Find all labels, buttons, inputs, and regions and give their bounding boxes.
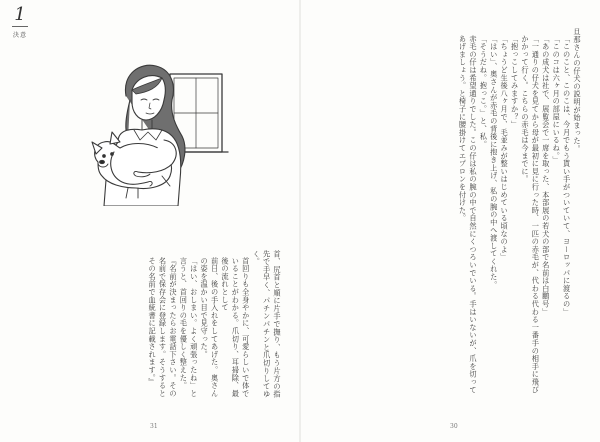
paragraph: 旦那さんの仔犬の説明が始まった。 bbox=[573, 28, 582, 153]
paragraph: 「はい、おしまい。よく頑張ったね」と言うと、首回りの毛を優しく整えた。 bbox=[179, 257, 199, 398]
paragraph: 「このこと、このこは、今月でもう貰い手がついていて、ヨーロッパに渡るの」 bbox=[562, 35, 572, 316]
page-number: 30 bbox=[450, 423, 458, 430]
paragraph: 赤毛の仔は希望通りでした。この仔は私の腕の中で自然にくつろいでいる。手はいないが、爪を切ってあげましょう。と椅子に腰掛けてエプロンを付けた。 bbox=[458, 35, 478, 394]
paragraph: 『名前が決まったらお電話下さい。その名前で保存会に登録します。そうするとその名前で血統書に記載されます。』 bbox=[148, 257, 178, 398]
paragraph: 「ちょうど生後八ヶ月で、毛並みが整いはじめている頃なのよ」 bbox=[500, 35, 510, 262]
paragraph: 前日、後の手入れをしてあげた。奥さんの姿を温かい目で見守った。 bbox=[200, 257, 220, 398]
paragraph: 「はい」、奥さんが赤毛の背後に抱き上げ、私の腕の中へ渡してくれた。 bbox=[489, 35, 499, 289]
woman-with-puppy-illustration bbox=[78, 56, 233, 206]
right-page-text bbox=[322, 28, 582, 400]
paragraph: 「そうだね。抱っこ。」と、私。 bbox=[479, 35, 489, 149]
paragraph: 「一通りの仔犬を見てから母が最初に見に行った時、一匹の赤毛が、代わる代わる一番手の相手に飛びかかって行く。こちらの赤毛は今までに。 bbox=[520, 35, 541, 394]
page-number: 31 bbox=[150, 423, 158, 430]
paragraph: 「このコは六ヶ月の部屋にいるね。」 bbox=[552, 35, 562, 164]
chapter-heading bbox=[8, 6, 32, 39]
chapter-number: 1 bbox=[14, 4, 26, 25]
paragraph: 「あの成犬は社で、展覧会で一席を取った、本部展の若犬の部で名前は白鵬号」 bbox=[541, 35, 551, 316]
paragraph: 首、尻首と順に片手で撫り、もう片方の指先で手早く、パチンパチンと爪切りしてゆく。 bbox=[252, 250, 282, 399]
paragraph: 首回りも全身やかに、可愛らしいで体でいることがわかる。爪切り、耳掃除、最後の流れとして bbox=[220, 257, 251, 398]
chapter-rule bbox=[12, 26, 28, 27]
left-page-text bbox=[22, 250, 282, 400]
right-page bbox=[300, 0, 600, 442]
paragraph: 「抱っこしてみますか？」 bbox=[510, 35, 520, 129]
chapter-title: 決意 bbox=[12, 32, 27, 39]
